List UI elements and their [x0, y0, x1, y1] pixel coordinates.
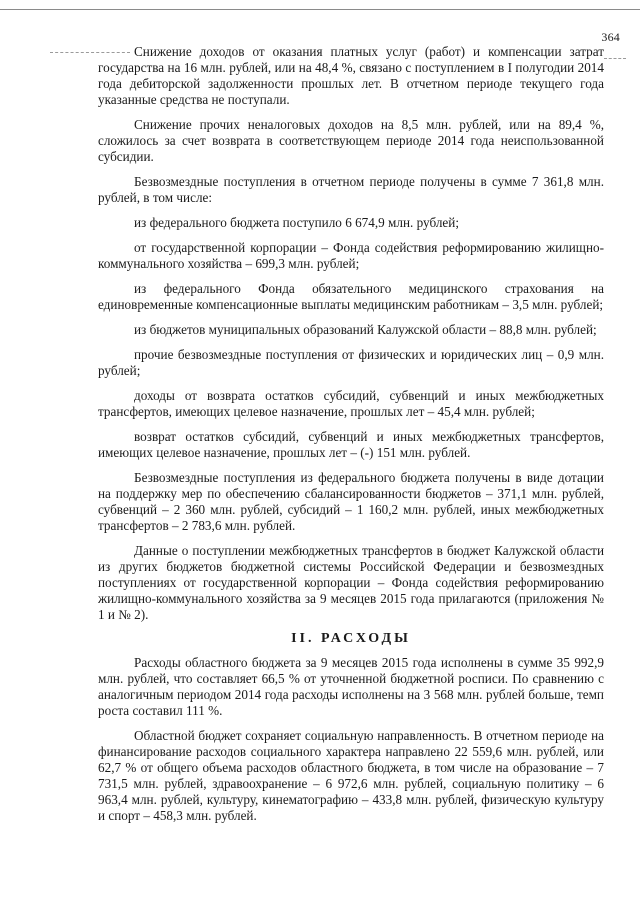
- section-heading-expenses: II. РАСХОДЫ: [291, 631, 411, 646]
- paragraph-paid-services: Снижение доходов от оказания платных услуг (работ) и компенсации затрат государства на 16 млн. рублей, или на 48,4 %, связано с поступлением в I полугодии 2014 года дебиторской задолженности прошлых лет. В отчетном периоде текущего года указанные средства не поступали.: [98, 44, 604, 107]
- page-number: 364: [601, 30, 620, 44]
- paragraph-social-spending: Областной бюджет сохраняет социальную направленность. В отчетном периоде на финансирование расходов социального характера направлено 22 559,6 млн. рублей, или 62,7 % от общего объема расходов областного бюджета, в том числе на образование – 7 731,5 млн. рублей, здравоохранение – 6 972,6 млн. рублей, социальную политику – 6 963,4 млн. рублей, культуру, кинематографию – 433,8 млн. рублей, физическую культуру и спорт – 458,3 млн. рублей.: [98, 728, 604, 823]
- list-item-federal-budget: из федерального бюджета поступило 6 674,9 млн. рублей;: [134, 215, 460, 230]
- list-item-other-receipts: прочие безвозмездные поступления от физических и юридических лиц – 0,9 млн. рублей;: [98, 347, 604, 378]
- paragraph-federal-transfers: Безвозмездные поступления из федерального бюджета получены в виде дотации на поддержку мер по обеспечению сбалансированности бюджетов – 371,1 млн. рублей, субвенций – 2 360 млн. рублей, субсидий – 1 160,2 млн. рублей, иных межбюджетных трансфертов – 2 783,6 млн. рублей.: [98, 470, 604, 533]
- paragraph-appendix-reference: Данные о поступлении межбюджетных трансфертов в бюджет Калужской области из других бюджетов бюджетной системы Российской Федерации и безвозмездных поступлениях от государственной корпорации – Фонда содействия реформированию жилищно-коммунального хозяйства за 9 месяцев 2015 года прилагаются (приложения № 1 и № 2).: [98, 543, 604, 622]
- scan-edge-line: [0, 9, 640, 10]
- list-item-returned-balances-refund: возврат остатков субсидий, субвенций и иных межбюджетных трансфертов, имеющих целевое назначение, прошлых лет – (-) 151 млн. рублей.: [98, 429, 604, 460]
- paragraph-nontax-income: Снижение прочих неналоговых доходов на 8,5 млн. рублей, или на 89,4 %, сложилось за счет возврата в соответствующем периоде 2014 года неиспользованной субсидии.: [98, 117, 604, 164]
- paragraph-expenses-total: Расходы областного бюджета за 9 месяцев 2015 года исполнены в сумме 35 992,9 млн. рублей, что составляет 66,5 % от уточненной бюджетной росписи. По сравнению с аналогичным периодом 2014 года расходы исполнены на 3 568 млн. рублей больше, темп роста составил 111 %.: [98, 655, 604, 718]
- margin-mark-right: [604, 58, 626, 59]
- paragraph-gratuitous-receipts: Безвозмездные поступления в отчетном периоде получены в сумме 7 361,8 млн. рублей, в том числе:: [98, 174, 604, 205]
- list-item-municipal-budgets: из бюджетов муниципальных образований Калужской области – 88,8 млн. рублей;: [134, 322, 597, 337]
- list-item-returned-balances-income: доходы от возврата остатков субсидий, субвенций и иных межбюджетных трансфертов, имеющих целевое назначение, прошлых лет – 45,4 млн. рублей;: [98, 388, 604, 419]
- list-item-medical-insurance-fund: из федерального Фонда обязательного медицинского страхования на единовременные компенсационные выплаты медицинским работникам – 3,5 млн. рублей;: [98, 281, 604, 312]
- list-item-housing-fund: от государственной корпорации – Фонда содействия реформированию жилищно-коммунального хозяйства – 699,3 млн. рублей;: [98, 240, 604, 271]
- document-body: [98, 44, 604, 833]
